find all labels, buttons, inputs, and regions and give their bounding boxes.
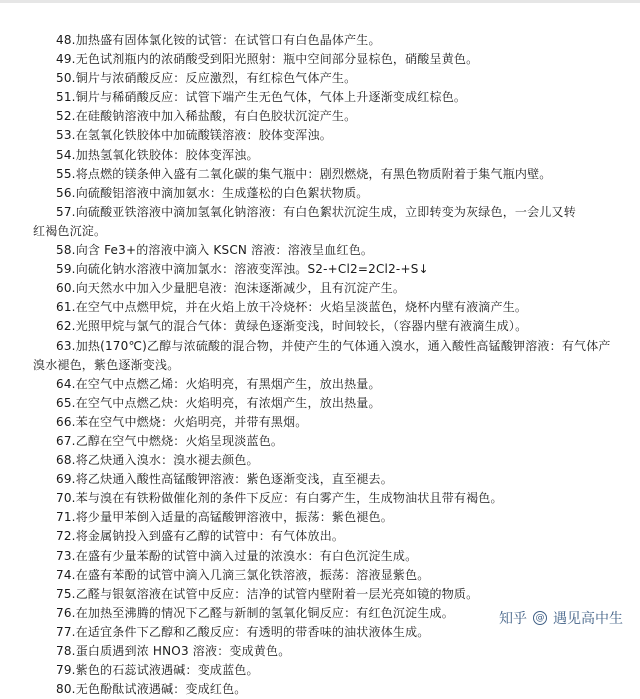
item-text: 乙醛与银氨溶液在试管中反应：洁净的试管内壁附着一层光亮如镜的物质。 [75, 586, 479, 601]
item-text: 在氢氧化铁胶体中加硫酸镁溶液：胶体变浑浊。 [75, 128, 332, 143]
list-item [0, 165, 640, 184]
list-item [0, 88, 640, 107]
item-number: 75. [56, 586, 76, 601]
list-item [0, 432, 640, 451]
item-number: 76. [56, 605, 76, 620]
item-number: 55. [56, 166, 76, 181]
item-number: 67. [56, 433, 76, 448]
item-text: 将金属钠投入到盛有乙醇的试管中：有气体放出。 [75, 529, 345, 544]
list-item [0, 394, 640, 413]
item-number: 49. [56, 52, 76, 67]
item-text: 溴水褪色，紫色逐渐变浅。 [33, 357, 180, 372]
at-icon: @ [533, 611, 547, 625]
list-item-continuation [0, 356, 640, 375]
list-item [0, 298, 640, 317]
item-number: 74. [56, 567, 76, 582]
item-number: 57. [56, 204, 76, 219]
item-number: 68. [56, 453, 76, 468]
list-item-continuation [0, 222, 640, 241]
item-number: 79. [56, 663, 76, 678]
item-text: 在加热至沸腾的情况下乙醛与新制的氢氧化铜反应：有红色沉淀生成。 [75, 605, 454, 620]
item-text: 向天然水中加入少量肥皂液：泡沫逐渐减少，且有沉淀产生。 [75, 281, 406, 296]
item-text: 加热盛有固体氯化铵的试管：在试管口有白色晶体产生。 [75, 33, 381, 47]
list-item [0, 547, 640, 566]
list-item [0, 527, 640, 546]
list-item [0, 585, 640, 604]
item-number: 63. [56, 338, 76, 353]
item-number: 70. [56, 491, 76, 506]
list-item [0, 69, 640, 88]
item-number: 80. [56, 682, 76, 697]
item-text: 光照甲烷与氯气的混合气体：黄绿色逐渐变浅，时间较长，（容器内壁有液滴生成）。 [75, 319, 528, 334]
watermark-site: 知乎 [499, 611, 527, 627]
list-item [0, 642, 640, 661]
list-item [0, 31, 640, 50]
item-text: 乙醇在空气中燃烧：火焰呈现淡蓝色。 [75, 433, 284, 448]
item-number: 66. [56, 414, 76, 429]
item-number: 64. [56, 376, 76, 391]
item-text: 铜片与稀硝酸反应：试管下端产生无色气体，气体上升逐渐变成红棕色。 [75, 90, 467, 105]
item-text: 向硫酸亚铁溶液中滴加氢氧化钠溶液：有白色絮状沉淀生成，立即转变为灰绿色，一会儿又转 [75, 204, 576, 219]
item-text: 加热氢氧化铁胶体：胶体变浑浊。 [75, 147, 259, 162]
list-item [0, 661, 640, 680]
item-number: 52. [56, 109, 76, 124]
item-number: 73. [56, 548, 76, 563]
item-number: 61. [56, 300, 76, 315]
list-item [0, 337, 640, 356]
item-number: 50. [56, 71, 76, 86]
item-text: 将点燃的镁条伸入盛有二氧化碳的集气瓶中：剧烈燃烧，有黑色物质附着于集气瓶内壁。 [75, 166, 552, 181]
list-item [0, 413, 640, 432]
item-number: 65. [56, 395, 76, 410]
list-item [0, 451, 640, 470]
list-item [0, 680, 640, 699]
list-item [0, 489, 640, 508]
item-text: 紫色的石蕊试液遇碱：变成蓝色。 [75, 663, 259, 678]
item-number: 78. [56, 644, 76, 658]
item-number: 53. [56, 128, 76, 143]
item-number: 72. [56, 529, 76, 544]
list-item [0, 50, 640, 69]
item-text: 蛋白质遇到浓 HNO3 溶液：变成黄色。 [75, 644, 291, 658]
experiment-list [0, 31, 640, 699]
item-text: 苯与溴在有铁粉做催化剂的条件下反应：有白雾产生，生成物油状且带有褐色。 [75, 491, 503, 506]
list-item [0, 203, 640, 222]
item-text: 将乙炔通入溴水：溴水褪去颜色。 [75, 453, 259, 468]
item-number: 58. [56, 243, 76, 258]
item-text: 将少量甲苯倒入适量的高锰酸钾溶液中，振荡：紫色褪色。 [75, 510, 393, 525]
item-text: 在盛有苯酚的试管中滴入几滴三氯化铁溶液，振荡：溶液显紫色。 [75, 567, 430, 582]
item-number: 59. [56, 262, 76, 277]
watermark-author: 遇见高中生 [553, 611, 623, 627]
watermark [496, 607, 626, 629]
list-item [0, 126, 640, 145]
item-text: 无色试剂瓶内的浓硝酸受到阳光照射：瓶中空间部分显棕色，硝酸呈黄色。 [75, 52, 479, 67]
list-item [0, 184, 640, 203]
item-number: 60. [56, 281, 76, 296]
item-text: 在盛有少量苯酚的试管中滴入过量的浓溴水：有白色沉淀生成。 [75, 548, 418, 563]
list-item [0, 241, 640, 260]
item-text: 将乙炔通入酸性高锰酸钾溶液：紫色逐渐变浅，直至褪去。 [75, 472, 393, 487]
item-text: 在空气中点燃乙炔：火焰明亮，有浓烟产生，放出热量。 [75, 395, 381, 410]
item-text: 在硅酸钠溶液中加入稀盐酸，有白色胶状沉淀产生。 [75, 109, 357, 124]
item-number: 69. [56, 472, 76, 487]
list-item [0, 107, 640, 126]
item-number: 54. [56, 147, 76, 162]
item-text: 无色酚酞试液遇碱：变成红色。 [75, 682, 247, 697]
item-number: 62. [56, 319, 76, 334]
list-item [0, 566, 640, 585]
list-item [0, 146, 640, 165]
item-number: 48. [56, 33, 76, 47]
item-text: 铜片与浓硝酸反应：反应激烈，有红棕色气体产生。 [75, 71, 357, 86]
item-text: 在空气中点燃乙烯：火焰明亮，有黑烟产生，放出热量。 [75, 376, 381, 391]
item-text: 在适宜条件下乙醇和乙酸反应：有透明的带香味的油状液体生成。 [75, 624, 430, 639]
list-item [0, 470, 640, 489]
item-number: 51. [56, 90, 76, 105]
list-item [0, 279, 640, 298]
item-number: 56. [56, 185, 76, 200]
item-text: 苯在空气中燃烧：火焰明亮，并带有黑烟。 [75, 414, 308, 429]
list-item [0, 375, 640, 394]
item-text: 向硫化钠水溶液中滴加氯水：溶液变浑浊。S2-+Cl2=2Cl2-+S↓ [75, 262, 429, 277]
item-text: 加热(170℃)乙醇与浓硫酸的混合物，并使产生的气体通入溴水，通入酸性高锰酸钾溶液：有气体产 [75, 338, 611, 353]
item-text: 向硫酸铝溶液中滴加氨水：生成蓬松的白色絮状物质。 [75, 185, 369, 200]
item-text: 在空气中点燃甲烷，并在火焰上放干冷烧杯：火焰呈淡蓝色，烧杯内壁有液滴产生。 [75, 300, 528, 315]
list-item [0, 260, 640, 279]
item-text: 红褐色沉淀。 [33, 223, 107, 238]
top-divider [0, 0, 640, 3]
item-number: 77. [56, 624, 76, 639]
list-item [0, 508, 640, 527]
list-item [0, 317, 640, 336]
item-text: 向含 Fe3+的溶液中滴入 KSCN 溶液：溶液呈血红色。 [75, 243, 374, 258]
item-number: 71. [56, 510, 76, 525]
